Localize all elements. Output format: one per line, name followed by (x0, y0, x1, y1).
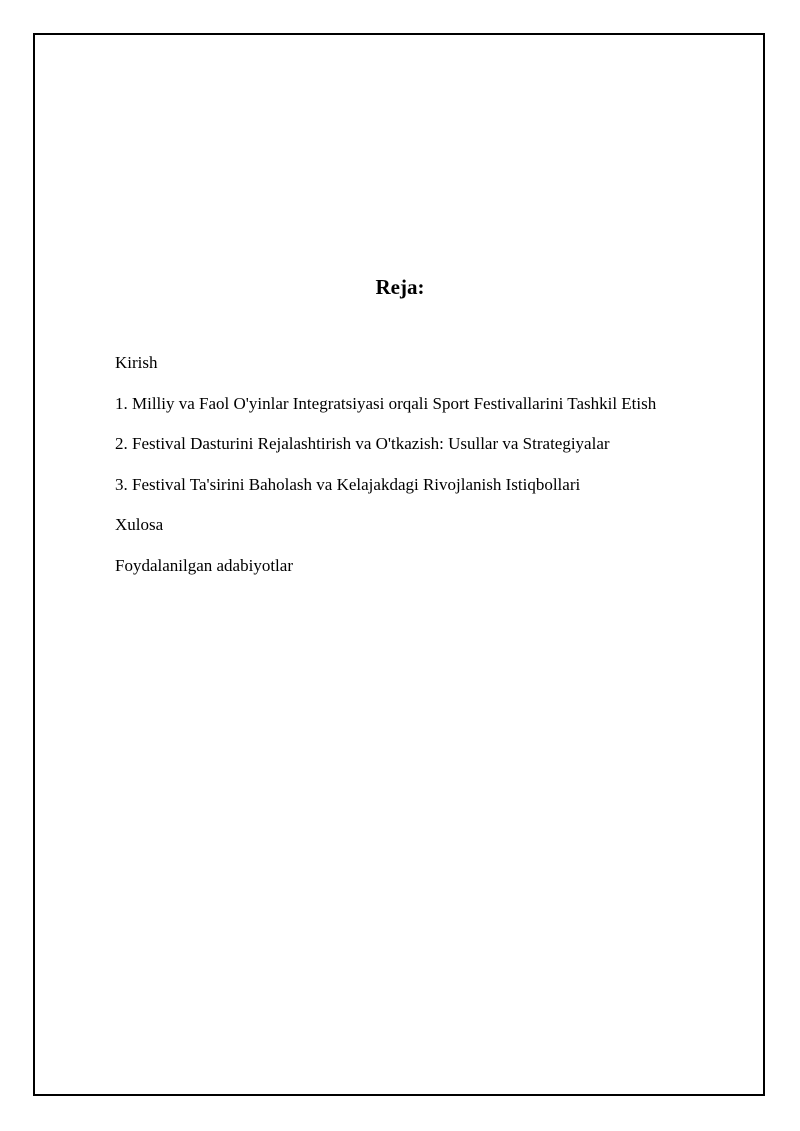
page-title: Reja: (375, 275, 425, 299)
toc-item-chapter-2: 2. Festival Dasturini Rejalashtirish va O'tkazish: Usullar va Strategiyalar (115, 434, 610, 453)
table-of-contents (115, 352, 656, 595)
toc-item-references: Foydalanilgan adabiyotlar (115, 555, 293, 575)
toc-item-conclusion: Xulosa (115, 515, 164, 534)
toc-item-chapter-1: 1. Milliy va Faol O'yinlar Integratsiyasi orqali Sport Festivallarini Tashkil Etish (115, 393, 657, 413)
toc-item-introduction: Kirish (115, 353, 158, 372)
toc-item-chapter-3: 3. Festival Ta'sirini Baholash va Kelajakdagi Rivojlanish Istiqbollari (115, 474, 581, 494)
